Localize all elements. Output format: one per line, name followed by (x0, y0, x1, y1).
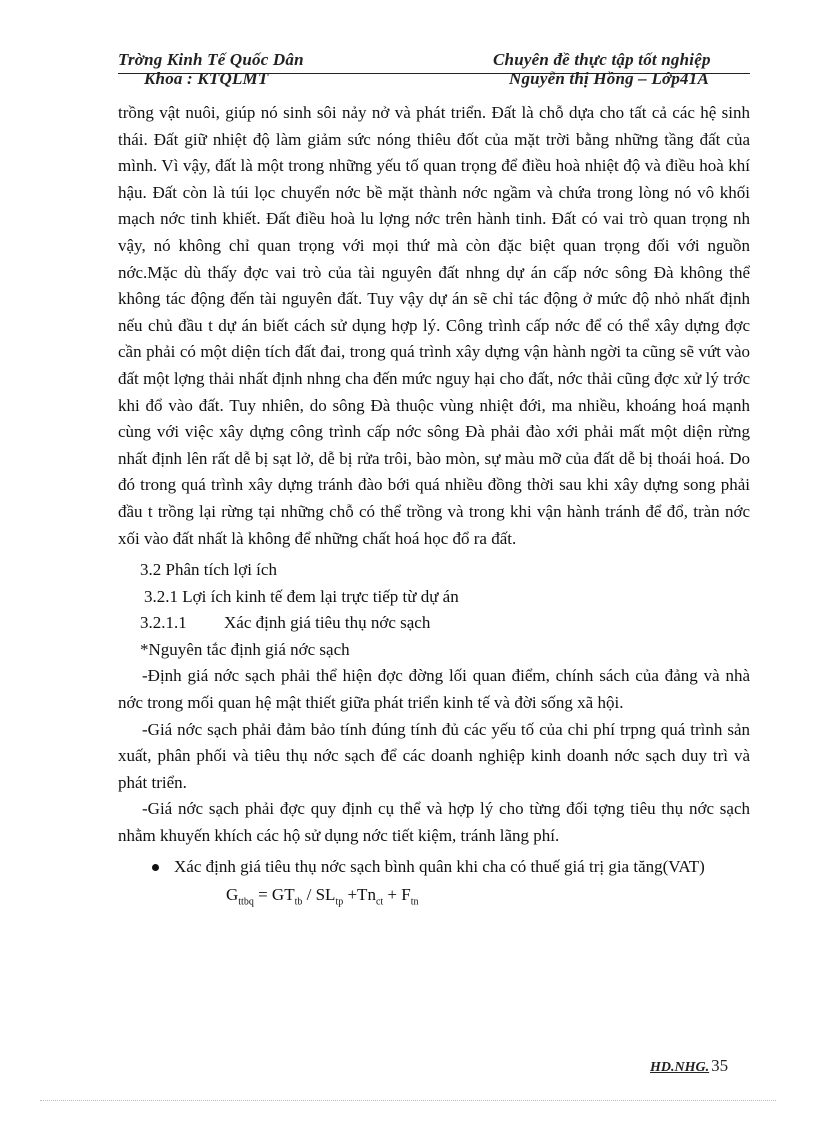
principle-title: *Nguyên tắc định giá nớc sạch (140, 639, 350, 659)
price-formula: $G_{ttbq} = GT_{tb} / SL_{tp} +Tn_{ct} + F_{tn}$ (226, 885, 419, 908)
header-report-title: Chuyên đề thực tập tốt nghiệp (493, 50, 711, 69)
section-heading-3-2-1: 3.2.1 Lợi ích kinh tế đem lại trực tiếp từ dự án (144, 586, 459, 606)
page-number: 35 (711, 1056, 729, 1075)
header-faculty: Khoa : KTQLMT (144, 69, 269, 88)
section-title: Xác định giá tiêu thụ nớc sạch (224, 613, 431, 633)
section-heading-3-2: 3.2 Phân tích lợi ích (140, 560, 277, 580)
footer-signature: HD.NHG. (650, 1060, 710, 1075)
section-heading-3-2-1-1 (118, 610, 750, 637)
document-body (118, 100, 750, 916)
header-report-info (493, 50, 711, 88)
page-bottom-divider (40, 1100, 776, 1101)
bullet-text: Xác định giá tiêu thụ nớc sạch bình quân khi cha có thuế giá trị gia tăng(VAT) (174, 856, 705, 876)
paragraph-principle-1: -Định giá nớc sạch phải thể hiện đợc đờng lối quan điểm, chính sách của đảng và nhà nớc trong mối quan hệ mật thiết giữa phát triển kinh tế và đời sống xã hội. (118, 666, 750, 713)
section-number: 3.2.1.1 (140, 613, 187, 633)
header-author: Nguyễn thị Hồng – Lớp41A (509, 69, 710, 88)
paragraph-principle-2: -Giá nớc sạch phải đảm bảo tính đúng tính đủ các yếu tố của chi phí trpng quá trình sản xuất, phân phối và tiêu thụ nớc sạch để các doanh nghiệp kinh doanh nớc sạch duy trì và phát triển. (118, 719, 750, 792)
header-divider (118, 73, 750, 74)
header-school-name: Trờng Kinh Tế Quốc Dân (118, 50, 304, 69)
paragraph-principle-3: -Giá nớc sạch phải đợc quy định cụ thể và hợp lý cho từng đối tợng tiêu thụ nớc sạch nhằm khuyến khích các hộ sử dụng nớc tiết kiệm, tránh lãng phí. (118, 799, 750, 846)
paragraph-soil-role: trồng vật nuôi, giúp nó sinh sôi nảy nở và phát triển. Đất là chỗ dựa cho tất cả các hệ sinh thái. Đất giữ nhiệt độ làm giảm sức nóng thiêu đốt của mặt trời bằng những tầng đất của mình. Vì vậy, đất là một trong những yếu tố quan trọng để điều hoà nhiệt độ và điều hoà khí hậu. Đất còn là túi lọc chuyển nớc bề mặt thành nớc ngầm và chứa trong lòng nó vô khối mạch nớc tinh khiết. Đất điều hoà lu lợng nớc trên hành tinh. Đất có vai trò quan trọng nh vậy, nó không chỉ quan trọng với mọi thứ mà còn đặc biệt quan trọng đối với nguồn nớc.Mặc dù thấy đợc vai trò của tài nguyên đất nhng dự án cấp nớc sông Đà không thể không tác động đến tài nguyên đất. Tuy vậy dự án sẽ chỉ tác động ở mức độ nhỏ nhất định nếu chủ đầu t dự án biết cách sử dụng hợp lý. Công trình cấp nớc để có thể xây dựng đợc cần phải có một diện tích đất đai, trong quá trình xây dựng vận hành ngời ta cũng sẽ vứt vào đất một lợng thải nhất định nhng cha đến mức nguy hại cho đất, nớc thải cũng đợc xử lý trớc khi đổ vào đất. Tuy nhiên, do sông Đà thuộc vùng nhiệt đới, ma nhiều, khoáng hoá mạnh cùng với việc xây dựng công trình cấp nớc sông Đà phải đào xới phải mất một diện rừng nhất định lên rất dễ bị sạt lở, dễ bị rửa trôi, bào mòn, sự màu mỡ của đất dễ bị thoái hoá. Do đó trong quá trình xây dựng tránh đào bới quá nhiều đồng thời sau khi xây dựng song phải đầu t trồng lại rừng tại những chỗ có thể trồng và trong khi vận hành tránh để đổ, tràn nớc xối vào đất nhất là không để những chất hoá học đổ ra đất. (118, 103, 750, 548)
header-school-info (118, 50, 304, 88)
bullet-item (118, 854, 750, 881)
page-footer (650, 1056, 728, 1076)
bullet-dot-icon (152, 864, 159, 871)
